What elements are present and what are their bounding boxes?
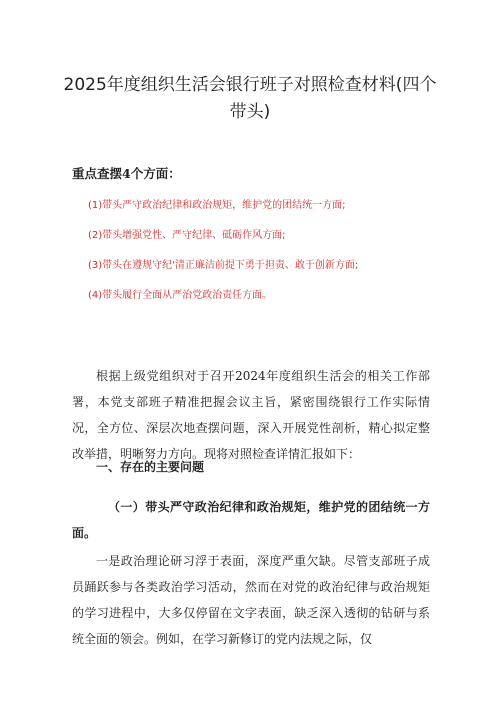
subsection-heading: （一）带头严守政治纪律和政治规矩，维护党的团结统一方面。 — [72, 500, 430, 540]
focus-item: (1)带头严守政治纪律和政治规矩，维护党的团结统一方面; — [88, 200, 346, 211]
focus-item: (3)带头在遵规守纪'清正廉洁前提下勇于担责、敢于创新方面; — [88, 260, 359, 271]
focus-item: (2)带头增强党性、严守纪律、砥砺作风方面; — [88, 230, 286, 241]
section-heading: 一、存在的主要问题 — [96, 460, 205, 474]
focus-item: (4)带头履行全面从严治党政治责任方面。 — [88, 290, 273, 301]
focus-heading: 重点查摆4个方面： — [72, 166, 181, 181]
intro-paragraph: 根据上级党组织对于召开2024年度组织生活会的相关工作部署，本党支部班子精准把握会议主旨，紧密围绕银行工作实际情况，全方位、深层次地查摆问题，深入开展党性剖析，精心拟定整改举措，明晰努力方向。现将对照检查详情汇报如下： — [72, 369, 430, 461]
body-paragraph: 一是政治理论研习浮于表面，深度严重欠缺。尽管支部班子成员踊跃参与各类政治学习活动，然而在对党的政治纪律与政治规矩的学习进程中，大多仅停留在文字表面，缺乏深入透彻的钻研与系统全面的领会。例如，在学习新修订的党内法规之际，仅 — [72, 554, 430, 646]
document-title: 2025年度组织生活会银行班子对照检查材料(四个带头) — [63, 75, 437, 122]
focus-list — [88, 196, 358, 316]
